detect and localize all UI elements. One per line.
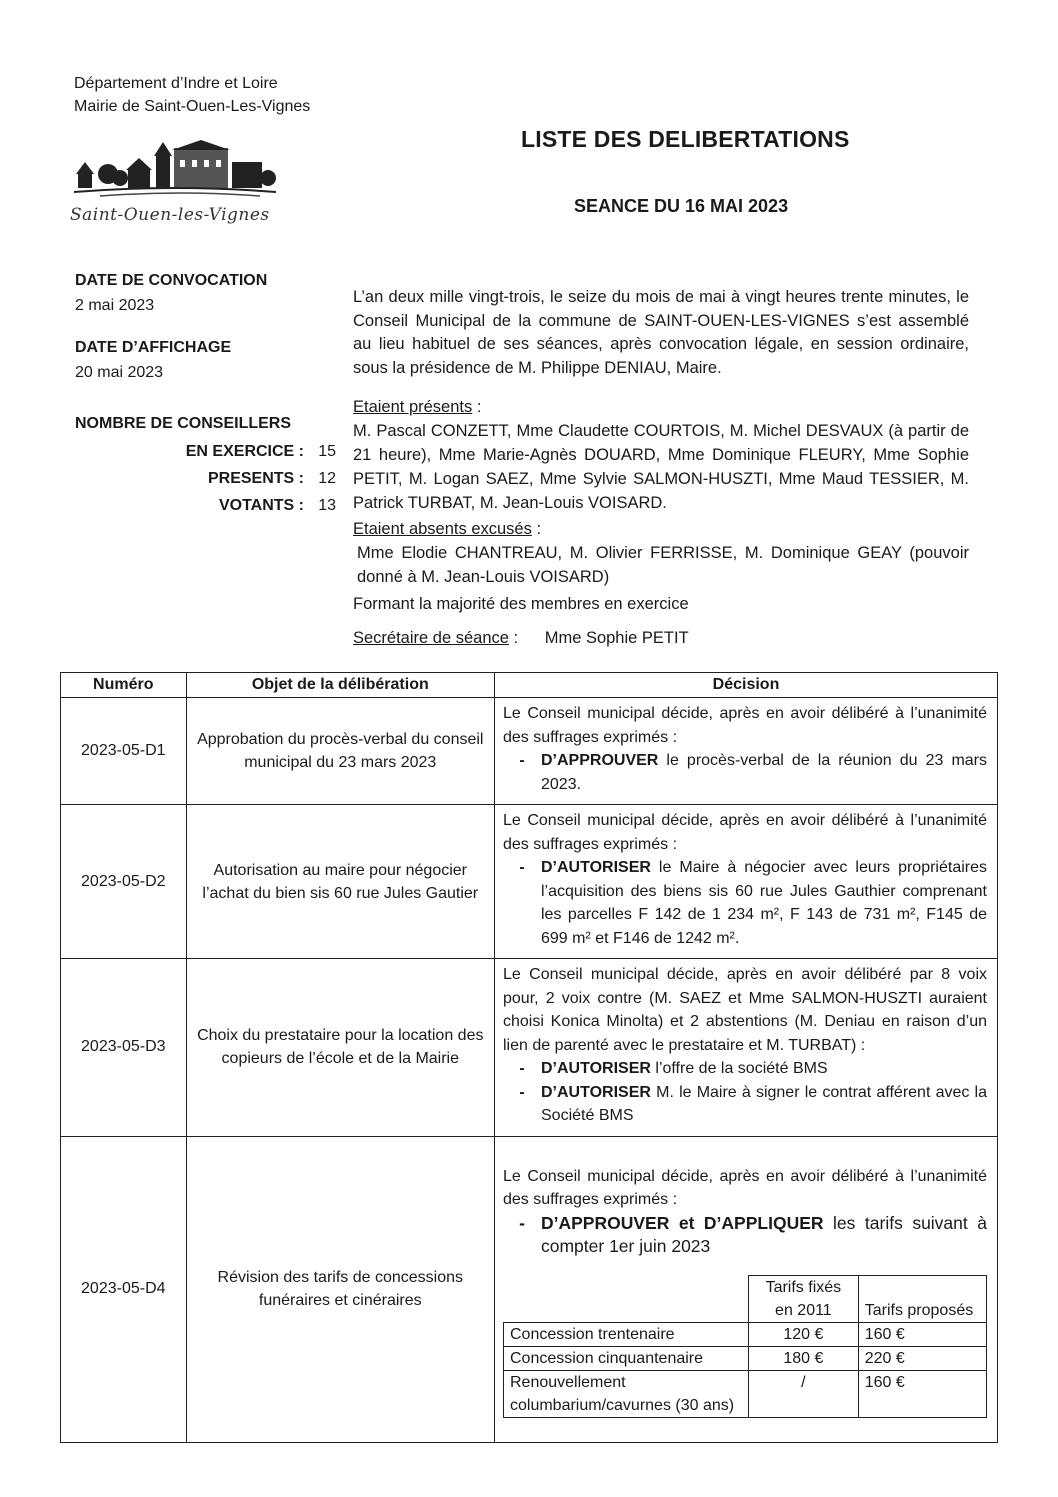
secretaire-name: Mme Sophie PETIT — [544, 629, 689, 647]
department-line: Département d’Indre et Loire — [74, 75, 278, 92]
decision-item: - D’AUTORISER l’offre de la société BMS — [519, 1060, 828, 1077]
row-objet: Révision des tarifs de concessions funéraires et cinéraires — [186, 1136, 494, 1442]
row-numero: 2023-05-D3 — [61, 959, 187, 1137]
row-objet: Choix du prestataire pour la location des copieurs de l’école et de la Mairie — [186, 959, 494, 1137]
secretaire-block: Secrétaire de séance : Mme Sophie PETIT — [353, 629, 689, 647]
decision-item: - D’APPROUVER et D’APPLIQUER les tarifs suivant à compter 1er juin 2023 — [519, 1212, 987, 1256]
convocation-label: DATE DE CONVOCATION — [75, 272, 268, 289]
tarifs-row: Renouvellement columbarium/cavurnes (30 ans) / 160 € — [504, 1370, 987, 1417]
row-objet: Approbation du procès-verbal du conseil municipal du 23 mars 2023 — [186, 698, 494, 805]
presents-block: Etaient présents : M. Pascal CONZETT, Mme Claudette COURTOIS, M. Michel DESVAUX (à partir de 21 heure), Mme Marie-Agnès DOUARD, Mme Dominique FLEURY, Mme Sophie PETIT, M. Logan SAEZ, Mme Sylvie SALMON-HUSZTI, Mme Maud TESSIER, M. Patrick TURBAT, M. Jean-Louis VOISARD. — [353, 395, 969, 515]
table-row — [61, 959, 998, 1137]
row-decision: Le Conseil municipal décide, après en avoir délibéré par 8 voix pour, 2 voix contre (M. SAEZ et Mme SALMON-HUSZTI auraient choisi Konica Minolta) et 2 abstentions (M. Deniau en raison d’un lien de parenté avec le prestataire et M. TURBAT) : - D’AUTORISER l’offre de la société BMS - D’AUTORISER M. le Maire à signer le contrat afférent avec la Société BMS — [495, 959, 998, 1137]
session-intro: L’an deux mille vingt-trois, le seize du mois de mai à vingt heures trente minutes, le Conseil Municipal de la commune de SAINT-OUEN-LES-VIGNES s’est assemblé au lieu habituel de ses séances, après convocation légale, en session ordinaire, sous la présidence de M. Philippe DENIAU, Maire. — [353, 288, 969, 377]
conseillers-counts — [74, 438, 336, 519]
count-exercice: EN EXERCICE : 15 — [185, 443, 336, 460]
affichage-label: DATE D’AFFICHAGE — [75, 339, 232, 356]
presents-label: Etaient présents — [353, 398, 473, 416]
deliberations-table — [60, 672, 998, 1443]
secretaire-label: Secrétaire de séance — [353, 629, 509, 647]
table-row — [61, 1136, 998, 1442]
presents-list: M. Pascal CONZETT, Mme Claudette COURTOIS, M. Michel DESVAUX (à partir de 21 heure), Mme Marie-Agnès DOUARD, Mme Dominique FLEURY, Mme Sophie PETIT, M. Logan SAEZ, Mme Sylvie SALMON-HUSZTI, Mme Maud TESSIER, M. Patrick TURBAT, M. Jean-Louis VOISARD. — [353, 422, 969, 512]
row-decision: Le Conseil municipal décide, après en avoir délibéré à l’unanimité des suffrages exprimés : - D’APPROUVER et D’APPLIQUER les tarifs suivant à compter 1er juin 2023 Tarifs fixés en 2011 Tarifs proposés Concession trentenaire 120 € 160 € Concession cinquantenaire 180 € 220 € Renouvellement columbarium/cavurnes (30 ans) / 160 € — [495, 1136, 998, 1442]
row-objet: Autorisation au maire pour négocier l’achat du bien sis 60 rue Jules Gautier — [186, 805, 494, 959]
table-row — [61, 698, 998, 805]
village-logo — [70, 138, 280, 200]
conseillers-label: NOMBRE DE CONSEILLERS — [75, 415, 292, 432]
count-votants: VOTANTS : 13 — [218, 497, 336, 514]
tarifs-table — [503, 1275, 987, 1418]
row-decision: Le Conseil municipal décide, après en avoir délibéré à l’unanimité des suffrages exprimés : - D’APPROUVER le procès-verbal de la réunion du 23 mars 2023. — [495, 698, 998, 805]
absents-list: Mme Elodie CHANTREAU, M. Olivier FERRISSE, M. Dominique GEAY (pouvoir donné à M. Jean-Louis VOISARD) — [357, 544, 969, 586]
session-subtitle: SEANCE DU 16 MAI 2023 — [574, 196, 789, 216]
row-numero: 2023-05-D1 — [61, 698, 187, 805]
table-row — [61, 805, 998, 959]
row-numero: 2023-05-D4 — [61, 1136, 187, 1442]
count-presents: PRESENTS : 12 — [207, 470, 336, 487]
decision-item: - D’APPROUVER le procès-verbal de la réunion du 23 mars 2023. — [519, 752, 987, 793]
majorite-text: Formant la majorité des membres en exercice — [353, 595, 689, 613]
tarifs-header-old: Tarifs fixés en 2011 — [749, 1275, 859, 1322]
page-title: LISTE DES DELIBERTATIONS — [521, 126, 850, 152]
decision-item: - D’AUTORISER M. le Maire à signer le contrat afférent avec la Société BMS — [519, 1083, 987, 1124]
row-numero: 2023-05-D2 — [61, 805, 187, 959]
row-decision: Le Conseil municipal décide, après en avoir délibéré à l’unanimité des suffrages exprimés : - D’AUTORISER le Maire à négocier avec leurs propriétaires l’acquisition des biens sis 60 rue Jules Gauthier comprenant les parcelles F 142 de 1 234 m², F 143 de 731 m², F145 de 699 m² et F146 de 1242 m². — [495, 805, 998, 959]
tarifs-row: Concession cinquantenaire 180 € 220 € — [504, 1346, 987, 1370]
table-header-row — [61, 673, 998, 698]
tarifs-header-row — [504, 1275, 987, 1322]
tarifs-header-new: Tarifs proposés — [858, 1275, 986, 1322]
header-decision: Décision — [495, 673, 998, 698]
tarifs-row: Concession trentenaire 120 € 160 € — [504, 1322, 987, 1346]
municipality-header — [74, 72, 310, 118]
absents-label: Etaient absents excusés — [353, 520, 532, 538]
header-objet: Objet de la délibération — [186, 673, 494, 698]
mairie-line: Mairie de Saint-Ouen-Les-Vignes — [74, 98, 311, 115]
header-numero: Numéro — [61, 673, 187, 698]
affichage-date: 20 mai 2023 — [75, 364, 164, 381]
logo-wordmark: Saint-Ouen-les-Vignes — [70, 205, 270, 225]
convocation-date: 2 mai 2023 — [75, 297, 155, 314]
decision-item: - D’AUTORISER le Maire à négocier avec leurs propriétaires l’acquisition des biens sis 60 rue Jules Gauthier comprenant les parcelles F 142 de 1 234 m², F 143 de 731 m², F145 de 699 m² et F146 de 1242 m². — [519, 859, 987, 947]
absents-block: Etaient absents excusés : Mme Elodie CHANTREAU, M. Olivier FERRISSE, M. Dominique GEAY (pouvoir donné à M. Jean-Louis VOISARD) — [353, 517, 969, 589]
